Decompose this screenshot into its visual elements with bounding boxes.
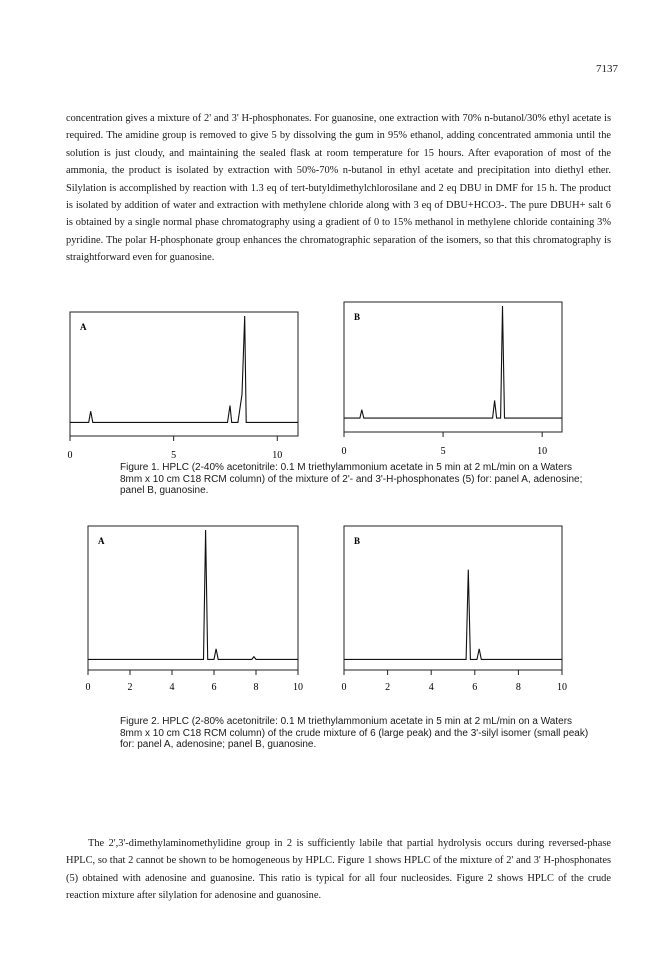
x-tick-label: 10 bbox=[293, 682, 303, 693]
x-tick-label: 4 bbox=[428, 682, 434, 693]
x-tick-label: 0 bbox=[85, 682, 91, 693]
panel-label: B bbox=[354, 536, 361, 546]
figure1-caption: Figure 1. HPLC (2-40% acetonitrile: 0.1 M triethylammonium acetate in 5 min at 2 mL/min on a Waters 8mm x 10 cm C18 RCM column) of the mixture of 2'- and 3'-H-phosphonates (5) for: panel A, adenosine; panel B, guanosine. bbox=[120, 462, 583, 497]
x-tick-label: 0 bbox=[67, 450, 73, 461]
x-tick-label: 6 bbox=[472, 682, 478, 693]
chromatogram-trace bbox=[344, 306, 562, 418]
x-tick-label: 8 bbox=[253, 682, 259, 693]
panel-frame bbox=[344, 526, 562, 670]
figure2-panel-b bbox=[340, 524, 570, 694]
x-tick-label: 0 bbox=[341, 682, 347, 693]
panel-label: A bbox=[98, 536, 105, 546]
panel-frame bbox=[344, 302, 562, 432]
x-tick-label: 5 bbox=[440, 446, 446, 457]
figure1-panel-b bbox=[340, 300, 580, 458]
body-paragraph: The 2',3'-dimethylaminomethylidine group in 2 is sufficiently labile that partial hydrolysis occurs during reversed-phase HPLC, so that 2 cannot be shown to be homogeneous by HPLC. Figure 1 shows HPLC of the mixture of 2' and 3' H-phosphonates (5) obtained with adenosine and guanosine. This ratio is typical for all four nucleosides. Figure 2 shows HPLC of the crude reaction mixture after silylation for adenosine and guanosine. bbox=[66, 838, 611, 902]
x-tick-label: 10 bbox=[537, 446, 548, 457]
panel-frame bbox=[70, 312, 298, 436]
figure1-panel-a bbox=[66, 310, 306, 461]
x-tick-label: 4 bbox=[169, 682, 175, 693]
chromatogram-trace bbox=[70, 316, 298, 422]
x-tick-label: 2 bbox=[385, 682, 391, 693]
x-tick-label: 6 bbox=[211, 682, 217, 693]
figure2-caption: Figure 2. HPLC (2-80% acetonitrile: 0.1 M triethylammonium acetate in 5 min at 2 mL/min on a Waters 8mm x 10 cm C18 RCM column) of the crude mixture of 6 (large peak) and the 3'-silyl isomer (small peak) for: panel A, adenosine; panel B, guanosine. bbox=[120, 716, 589, 751]
page-number: 7137 bbox=[596, 63, 618, 75]
body-paragraph: concentration gives a mixture of 2' and 3' H-phosphonates. For guanosine, one extraction with 70% n-butanol/30% ethyl acetate is required. The amidine group is removed to give 5 by dissolving the gum in 95% ethanol, adding concentrated ammonia until the solution is just cloudy, and maintaining the sealed flask at room temperature for 15 hours. After evaporation of most of the ammonia, the product is isolated by extraction with 50%-70% n-butanol in ethyl acetate and precipitation into diethyl ether. Silylation is accomplished by reaction with 1.3 eq of tert-butyldimethylchlorosilane and 2 eq DBU in DMF for 15 h. The product is isolated by addition of water and extraction with methylene chloride along with 3 eq of DBU+HCO3-. The pure DBUH+ salt 6 is obtained by a single normal phase chromatography using a gradient of 0 to 15% methanol in methylene chloride containing 3% pyridine. The polar H-phosphonate group enhances the chromatographic separation of the isomers, so that this chromatography is straightforward even for guanosine. bbox=[66, 113, 611, 264]
panel-label: A bbox=[80, 322, 87, 332]
chromatogram-trace bbox=[344, 570, 562, 660]
x-tick-label: 2 bbox=[127, 682, 133, 693]
x-tick-label: 5 bbox=[171, 450, 177, 461]
x-tick-label: 0 bbox=[341, 446, 347, 457]
panel-frame bbox=[88, 526, 298, 670]
figure2-panel-a bbox=[84, 524, 304, 694]
x-tick-label: 10 bbox=[272, 450, 283, 461]
x-tick-label: 8 bbox=[515, 682, 521, 693]
chromatogram-trace bbox=[88, 530, 298, 659]
panel-label: B bbox=[354, 312, 361, 322]
x-tick-label: 10 bbox=[557, 682, 567, 693]
